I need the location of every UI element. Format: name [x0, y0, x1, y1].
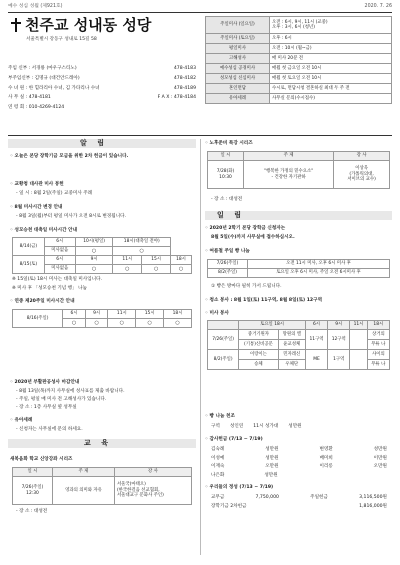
staff-phone: F A X : 478-4184	[157, 95, 196, 101]
notice-6-detail-3: - 장 소 : 1층 사무실 옆 성무실	[16, 405, 77, 410]
table-cell: 무튜 나	[367, 360, 389, 370]
table-cell: ○	[108, 319, 136, 328]
table-cell: 미사없음	[44, 265, 75, 274]
staff-label: 주임 신부 : 서경룡 (마우구스티노)	[8, 66, 77, 72]
table-cell: 이상욱 (가톨릭의대, 서이브의 교수)	[334, 161, 390, 189]
mass-label: 성모성심 신심미사	[206, 74, 270, 84]
education-place: - 장 소 : 대성전	[16, 509, 48, 514]
table-cell: 상거의	[367, 330, 389, 340]
section-rule	[8, 135, 392, 136]
education-item: 새복음화 학교 신앙강좌 시리즈	[10, 457, 73, 462]
issue-label: 예수 성심 성월 (제921호)	[8, 4, 63, 9]
notice-5: ◦ 연중 제20주일 미사시간 안내	[10, 299, 75, 304]
table-cell: 서울국(마태오) (한국한걸음 선교협회, 서울대교구 문화사 주인)	[114, 477, 191, 505]
thanks-name: 이리롱	[319, 464, 333, 469]
offering-amount: 3,116,500원	[359, 495, 387, 500]
table-header: 강 사	[334, 152, 390, 161]
table-cell: 11구역	[305, 330, 327, 350]
mass-value: 사무실 문의(수시접수)	[270, 94, 392, 104]
table-header: 11시	[350, 321, 367, 330]
mass-label: 고해성사	[206, 54, 270, 64]
table-cell: 민자레신	[278, 350, 305, 360]
bread-give-cell: 성인연	[229, 424, 244, 429]
table-cell: (기통)신비공문	[239, 340, 278, 350]
table-cell: 15시	[142, 256, 171, 265]
table-cell	[350, 330, 367, 350]
table-header	[208, 321, 239, 330]
table-cell: ME	[305, 350, 327, 370]
mass-label: 주일미사 (일요일)	[206, 17, 270, 34]
table-date: 7/26(주일)	[208, 260, 248, 269]
staff-list	[8, 64, 196, 113]
table-cell: ○	[85, 319, 108, 328]
assumption-mass-table	[12, 237, 192, 274]
bread-give-cell: 11시 성가대	[253, 424, 279, 429]
table-cell: 18시(대축일 전야)	[113, 238, 171, 247]
service-table	[207, 320, 390, 370]
thanks-name: 김숙례	[211, 447, 225, 452]
table-cell: 6시	[44, 256, 75, 265]
scholarship-notice: ◦ 2020년 2학기 본당 장학금 신청자는	[205, 226, 286, 231]
thanks-amount: 성만원	[265, 455, 279, 461]
notice-4: ◦ 성모승천 대축일 미사시간 안내	[10, 228, 78, 233]
offering-row	[211, 504, 387, 513]
bread-give-row	[211, 424, 391, 430]
mass-value: 오전 : 10시 (월~금)	[270, 44, 392, 54]
table-cell: ○	[63, 319, 86, 328]
table-cell: 영과의 의미와 자유	[53, 477, 115, 505]
notice-2: ◦ 교황청 대사관 미사 봉헌	[10, 182, 64, 187]
table-cell: 윤교성체	[278, 340, 305, 350]
mass-schedule-table	[205, 16, 392, 104]
table-cell: 1구역	[328, 350, 350, 370]
table-cell: 이랑이는	[239, 350, 278, 360]
table-header: 토요일 18시	[239, 321, 306, 330]
thanks-amount: 이만원	[373, 455, 387, 461]
seminar-title: ◦ 노후준비 특강 시리즈	[205, 141, 253, 146]
offering-amount: 7,750,000	[255, 495, 279, 500]
table-cell: 18시	[171, 256, 192, 265]
table-date: 8/2(주일)	[208, 269, 248, 278]
notice-4-note-1: ※ 15일(토) 18시 미사는 대축일 미사입니다.	[12, 277, 103, 282]
service-title: ◦ 미사 봉사	[205, 311, 229, 316]
offering-list	[211, 495, 387, 513]
mass-value: 매 미사 20분 전	[270, 54, 392, 64]
scholarship-notice-2: 8월 5일(수)까지 사무실에 접수하십시오.	[211, 235, 295, 240]
table-cell: 18시	[164, 310, 192, 319]
table-cell: 승체	[239, 360, 278, 370]
bread-notice: ◦ 여름철 주일 빵 나눔	[205, 249, 250, 254]
thanks-list	[211, 447, 387, 481]
staff-label: 수 녀 원 : 한 힐라리아 수녀, 김 가타리나 수녀	[8, 85, 100, 91]
mass-value: 오후 : 6시	[270, 34, 392, 44]
table-cell: 무튜 나	[367, 340, 389, 350]
thanks-amount: 성만원	[265, 447, 279, 452]
offering-label: 교무금	[211, 495, 225, 500]
bread-note: ① 빵은 방마다 필히 가서 드립니다.	[211, 284, 282, 289]
table-cell: 9시	[75, 256, 113, 265]
table-cell: 9시	[85, 310, 108, 319]
thanks-amount: 오만원	[373, 464, 387, 469]
table-cell: ○	[75, 247, 113, 256]
thanks-row	[211, 447, 387, 456]
thanks-row	[211, 464, 387, 473]
table-cell: 10시(평일)	[75, 238, 113, 247]
notice-heading: 알 림	[80, 139, 108, 147]
mass-value: 매월 첫 금요일 오전 10시	[270, 64, 392, 74]
notice-7-detail: - 신청자는 사무실에 문의 하세요.	[16, 427, 83, 432]
table-cell: ○	[113, 247, 171, 256]
table-cell: ○	[164, 319, 192, 328]
mass-label: 예수성심 공경미사	[206, 64, 270, 74]
table-date: 8/15(토)	[13, 256, 45, 274]
offering-title: ◦ 우리들의 정성 (7/13 ~ 7/19)	[205, 485, 274, 490]
table-cell	[350, 350, 367, 370]
table-cell: "행복한 가정의 밑수요소" - 건강한 자기관하	[244, 161, 334, 189]
notice-3: ◦ 8월 미사시간 변경 안내	[10, 205, 63, 210]
table-cell: 12구역	[328, 330, 350, 350]
thanks-row	[211, 473, 387, 482]
thanks-name: 나은화	[211, 472, 225, 478]
table-cell: 사이의	[367, 350, 389, 360]
thanks-name: 이성예	[211, 455, 225, 461]
top-bar	[8, 4, 392, 10]
notice-6-detail-1: - 8월 13일(목)까지 사무실에 성사표를 제출 바랍니다.	[16, 389, 125, 394]
mass-label: 유아세례	[206, 94, 270, 104]
bread-give-cell: 구역	[211, 424, 220, 429]
address: 서울특별시 강동구 성내로 15길 58	[26, 37, 97, 42]
table-cell: ○	[136, 319, 164, 328]
seminar-place: - 장 소 : 대성전	[211, 197, 243, 202]
thanks-amount: 오만원	[265, 464, 279, 469]
column-divider	[200, 139, 201, 555]
offering-label: 주일헌금	[310, 495, 328, 500]
thanks-amount: 성만원	[264, 472, 278, 478]
table-cell: 토요일 오후 6시 미사, 주일 오전 6시미사 후	[248, 269, 390, 278]
table-cell: 7/26(주일) 12:30	[13, 477, 53, 505]
mass-value: 수시로, 면담시청 결혼하실 최대 두 주 전	[270, 84, 392, 94]
notice-4-note-2: ※ 미사 후 「성모승천 기념 행」 나눔	[12, 286, 88, 291]
table-date: 8/16(주일)	[13, 310, 63, 328]
staff-label: 사 무 실 : 478-4181	[8, 95, 51, 101]
table-cell: 7/28(화) 10:30	[208, 161, 244, 189]
issue-date: 2020. 7. 26	[364, 4, 392, 9]
page-title	[10, 16, 151, 35]
mass-label: 평일미사	[206, 44, 270, 54]
offering-amount: 1,816,000원	[359, 504, 387, 509]
table-header: 주 제	[244, 152, 334, 161]
offering-label: 장학기금 2차헌금	[211, 504, 247, 509]
notice-1: ◦ 오늘은 본당 장학기금 모금을 위한 2차 헌금이 있습니다.	[10, 154, 129, 159]
table-cell: 오전 11시 미사, 오후 6시 미사 후	[248, 260, 390, 269]
notice-heading-2: 일 림	[217, 211, 245, 219]
bread-give-title: ◦ 빵 나눔 천조	[205, 414, 235, 419]
cleaning-notice: ◦ 청소 봉사 : 8월 1일(토) 11구역, 8월 8일(토) 12구역	[205, 298, 323, 303]
table-cell: ○	[113, 265, 142, 274]
table-cell: 중거기원자	[239, 330, 278, 340]
table-cell: ○	[142, 265, 171, 274]
notice-3-detail: - 8월 3일(월)부터 평일 미사가 오전 8시로 변경됩니다.	[16, 214, 127, 219]
mass-label: 주일미사 (토요일)	[206, 34, 270, 44]
table-date: 8/2(주일)	[208, 350, 239, 370]
table-header: 일 시	[13, 468, 53, 477]
staff-phone: 478-4183	[173, 66, 196, 72]
table-header: 9시	[328, 321, 350, 330]
thanks-title: ◦ 감사헌금 (7/13 ~ 7/19)	[205, 437, 263, 442]
table-cell: 15시	[136, 310, 164, 319]
thanks-name: 이재숙	[211, 464, 225, 469]
parish-name: 천주교 성내동 성당	[25, 16, 152, 34]
offering-row	[211, 495, 387, 504]
seminar-table	[207, 151, 390, 189]
education-table	[12, 467, 192, 505]
table-cell: 우체단	[278, 360, 305, 370]
table-cell: ○	[171, 265, 192, 274]
table-cell: 6시	[63, 310, 86, 319]
thanks-name: 변영환	[319, 447, 333, 452]
notice-6: ◦ 2020년 부활판공성사 마감안내	[10, 380, 80, 385]
notice-6-detail-2: - 주일, 평일 매 미사 전 고해성사가 있습니다.	[16, 397, 107, 402]
education-heading: 교 육	[84, 439, 112, 447]
mass-value: 매월 첫 토요일 오전 10시	[270, 74, 392, 84]
table-header: 일 시	[208, 152, 244, 161]
mass-label: 혼인면담	[206, 84, 270, 94]
table-cell: 6시	[44, 238, 75, 247]
table-cell: 미사없음	[44, 247, 75, 256]
table-cell: ○	[75, 265, 113, 274]
staff-phone: 478-4189	[173, 85, 196, 91]
thanks-row	[211, 456, 387, 465]
table-header: 강 사	[114, 468, 191, 477]
staff-label: 부주임신부 : 김명규 (대건안드레아)	[8, 75, 80, 81]
staff-phone: 478-4182	[173, 75, 196, 81]
mass-value: 오전 : 6시, 9시, 11시 (교중) 오후 : 3시, 6시 (청년)	[270, 17, 392, 34]
table-date: 7/26(주일)	[208, 330, 239, 350]
thanks-name: 배미희	[319, 455, 333, 461]
bread-table	[207, 259, 390, 278]
notice-7: ◦ 유아세례	[10, 418, 33, 423]
cross-icon	[10, 18, 22, 32]
ordinary-mass-table	[12, 309, 192, 328]
table-cell: 11시	[108, 310, 136, 319]
thanks-amount: 성만원	[373, 447, 387, 452]
table-header: 주 제	[53, 468, 115, 477]
table-cell: 11시	[113, 256, 142, 265]
table-header: 18시	[367, 321, 389, 330]
staff-label: 연 령 회 : 010-4269-4124	[8, 105, 65, 111]
table-header: 6시	[305, 321, 327, 330]
table-cell: 망원의 엘	[278, 330, 305, 340]
table-date: 8/14(금)	[13, 238, 45, 256]
header-rule	[8, 12, 392, 13]
notice-2-detail: - 일 시 : 8월 2일(주일) 교중미사 주례	[16, 191, 93, 196]
bread-give-cell: 성만원	[288, 424, 302, 429]
